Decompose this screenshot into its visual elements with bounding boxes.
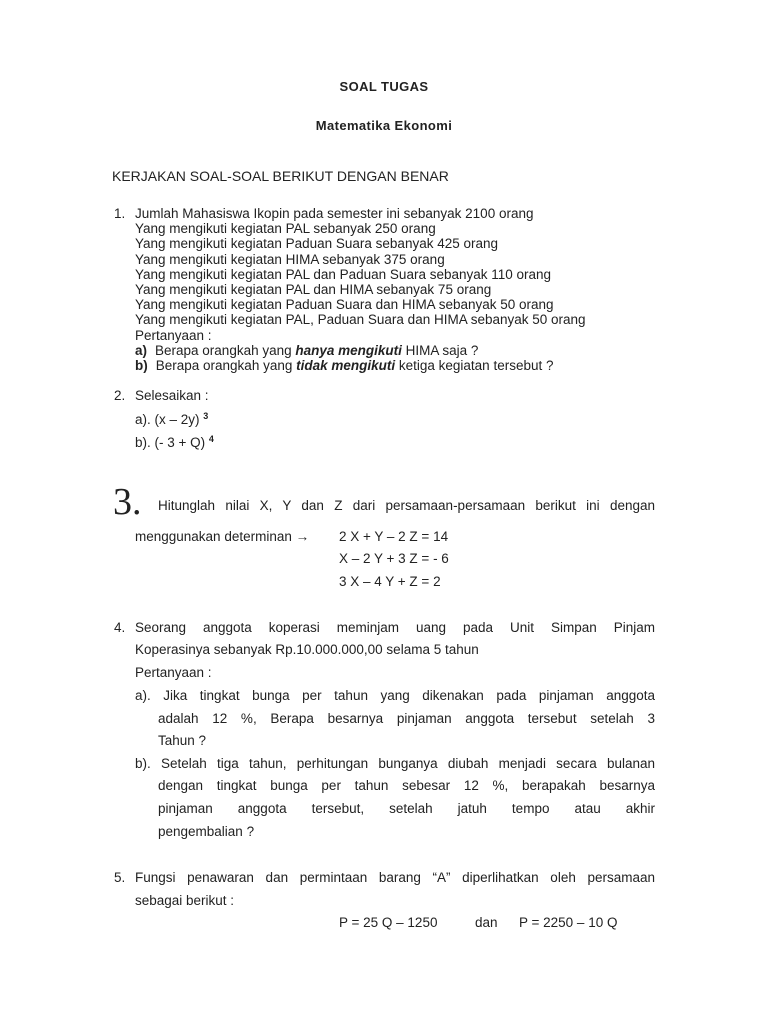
q2-number: 2. xyxy=(114,388,126,403)
q4-line2: Koperasinya sebanyak Rp.10.000.000,00 selama 5 tahun xyxy=(135,642,479,657)
q4-number: 4. xyxy=(114,620,126,635)
q2-sub-b-exponent: 4 xyxy=(208,434,214,444)
q1-line: Yang mengikuti kegiatan PAL dan HIMA sebanyak 75 orang xyxy=(135,282,492,298)
q1-line: Jumlah Mahasiswa Ikopin pada semester ini sebanyak 2100 orang xyxy=(135,206,534,221)
q3-equation-1: 2 X + Y – 2 Z = 14 xyxy=(339,529,449,544)
q1-sub-a-label: a) xyxy=(135,342,148,358)
q1-sub-a-emphasis: hanya mengikuti xyxy=(295,342,402,358)
q5-supply-equation: P = 25 Q – 1250 xyxy=(339,915,438,930)
q5-number: 5. xyxy=(114,870,126,885)
q2-sub-a-exponent: 3 xyxy=(203,411,209,421)
q4-sub-a-line3: Tahun ? xyxy=(158,733,207,748)
q1-sub-b: b) Berapa orangkah yang tidak mengikuti ketiga kegiatan tersebut ? xyxy=(135,358,554,374)
q1-block xyxy=(135,206,586,373)
q1-line: Yang mengikuti kegiatan Paduan Suara sebanyak 425 orang xyxy=(135,236,499,252)
q5-line2: sebagai berikut : xyxy=(135,893,235,908)
q2-sub-a: a). (x – 2y) $^3$ xyxy=(135,411,209,427)
q1-pertanyaan: Pertanyaan : xyxy=(135,327,212,343)
q4-sub-b-line3: pinjaman anggota tersebut, setelah jatuh tempo atau akhir xyxy=(158,801,655,816)
q1-line: Yang mengikuti kegiatan PAL dan Paduan Suara sebanyak 110 orang xyxy=(135,266,552,282)
q3-equation-2: X – 2 Y + 3 Z = - 6 xyxy=(339,551,449,566)
q3-equation-3: 3 X – 4 Y + Z = 2 xyxy=(339,574,441,589)
q1-sub-b-label: b) xyxy=(135,358,148,374)
q3-line1: Hitunglah nilai X, Y dan Z dari persamaan-persamaan berikut ini dengan xyxy=(158,498,655,513)
q5-line1: Fungsi penawaran dan permintaan barang “A” diperlihatkan oleh persamaan xyxy=(135,870,655,885)
q3-line2: menggunakan determinan → xyxy=(135,529,310,544)
q5-conjunction: dan xyxy=(475,915,498,930)
q4-sub-b-line2: dengan tingkat bunga per tahun sebesar 12 %, berapakah besarnya xyxy=(158,778,655,793)
q1-line: Yang mengikuti kegiatan HIMA sebanyak 375 orang xyxy=(135,251,445,267)
instruction: KERJAKAN SOAL-SOAL BERIKUT DENGAN BENAR xyxy=(112,168,449,184)
q1-line: Yang mengikuti kegiatan Paduan Suara dan HIMA sebanyak 50 orang xyxy=(135,297,554,313)
q1-number: 1. xyxy=(114,206,126,221)
q4-sub-b-line1: b). Setelah tiga tahun, perhitungan bunganya diubah menjadi secara bulanan xyxy=(135,756,655,771)
q4-pertanyaan: Pertanyaan : xyxy=(135,665,212,680)
q5-demand-equation: P = 2250 – 10 Q xyxy=(519,915,618,930)
q2-sub-b: b). (- 3 + Q) $^4$ xyxy=(135,434,214,450)
q4-sub-a-line1: a). Jika tingkat bunga per tahun yang dikenakan pada pinjaman anggota xyxy=(135,688,655,703)
q4-line1: Seorang anggota koperasi meminjam uang pada Unit Simpan Pinjam xyxy=(135,620,655,635)
arrow-right-icon: → xyxy=(295,529,310,544)
q1-sub-a: a) Berapa orangkah yang hanya mengikuti HIMA saja ? xyxy=(135,342,479,358)
q3-number: 3. xyxy=(113,481,142,523)
q1-line: Yang mengikuti kegiatan PAL sebanyak 250 orang xyxy=(135,221,436,237)
page-subtitle: Matematika Ekonomi xyxy=(315,118,453,133)
q1-sub-b-emphasis: tidak mengikuti xyxy=(296,358,396,374)
q2-intro: Selesaikan : xyxy=(135,388,209,403)
q1-line: Yang mengikuti kegiatan PAL, Paduan Suara dan HIMA sebanyak 50 orang xyxy=(135,312,586,328)
q4-sub-b-line4: pengembalian ? xyxy=(158,824,255,839)
page-title: SOAL TUGAS xyxy=(339,79,429,94)
q4-sub-a-line2: adalah 12 %, Berapa besarnya pinjaman anggota tersebut setelah 3 xyxy=(158,711,655,726)
